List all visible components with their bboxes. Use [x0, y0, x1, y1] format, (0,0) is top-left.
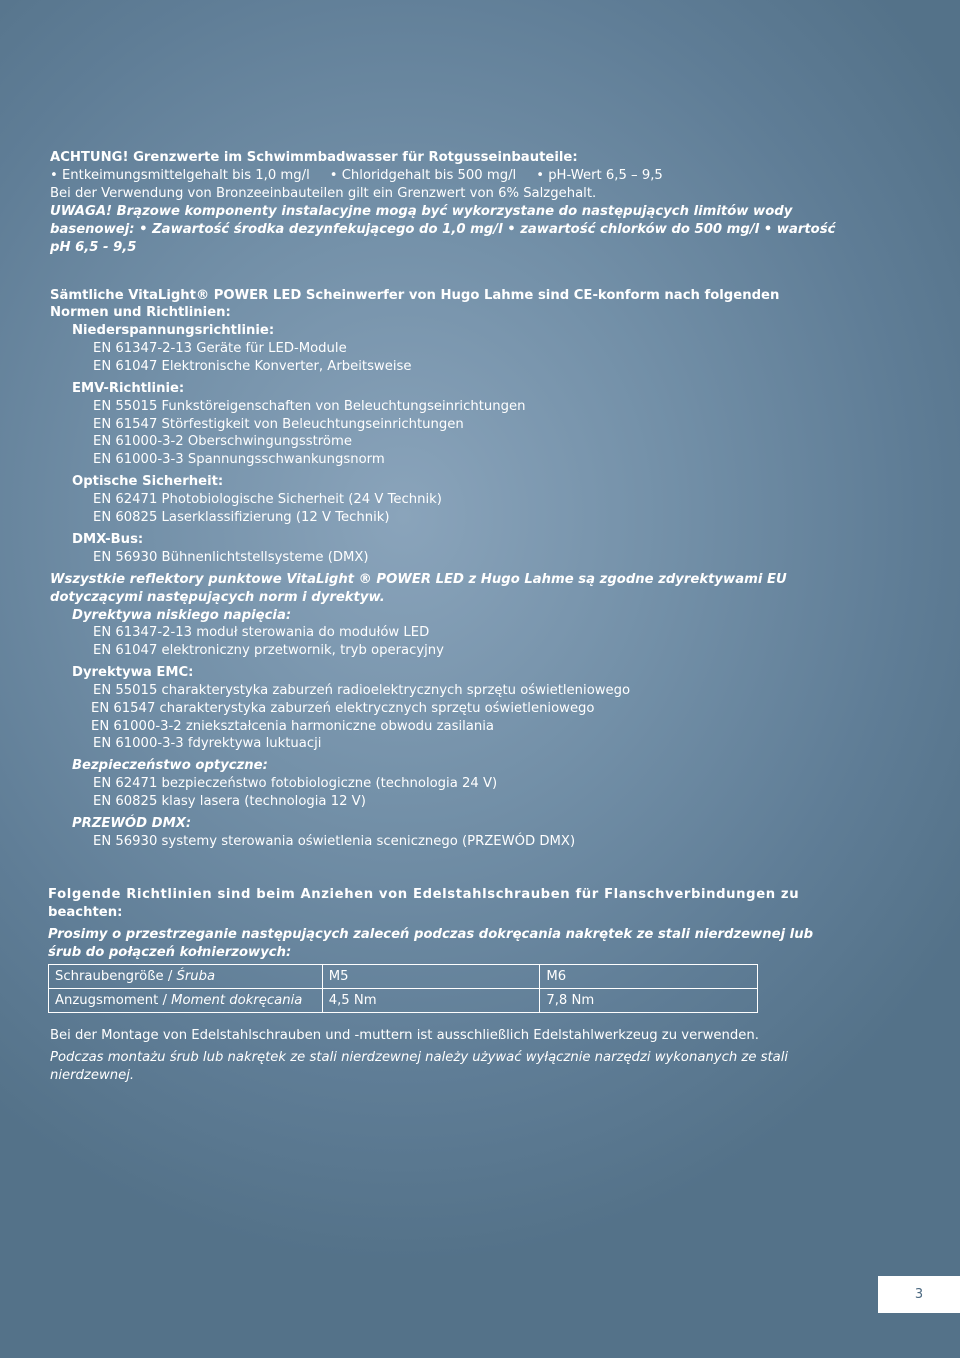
- de-standard-item: EN 62471 Photobiologische Sicherheit (24 V Technik): [93, 492, 442, 507]
- de-tool-note: Bei der Montage von Edelstahlschrauben und -muttern ist ausschließlich Edelstahlwerkzeug zu verwenden.: [50, 1028, 759, 1043]
- pl-tool-note: nierdzewnej.: [50, 1068, 135, 1083]
- table-cell-label: [49, 989, 323, 1013]
- pl-dmx-heading: PRZEWÓD DMX:: [72, 816, 192, 831]
- table-cell-m5: 4,5 Nm: [322, 989, 540, 1013]
- de-warning-item: • pH-Wert 6,5 – 9,5: [536, 168, 663, 183]
- pl-screws-heading: Prosimy o przestrzeganie następujących zaleceń podczas dokręcania nakrętek ze stali nierdzewnej lub: [48, 927, 814, 942]
- label-pl: Moment dokręcania: [171, 993, 303, 1008]
- page-number: 3: [878, 1276, 960, 1313]
- pl-ce-intro: dotyczącymi następujących norm i dyrektyw.: [50, 590, 385, 605]
- pl-warning-line: pH 6,5 - 9,5: [50, 240, 137, 255]
- de-warning-item: • Chloridgehalt bis 500 mg/l: [329, 168, 517, 183]
- de-warning-items: [50, 167, 663, 185]
- label-de: Schraubengröße /: [55, 969, 177, 984]
- de-screws-heading: beachten:: [48, 905, 123, 920]
- de-dmx-heading: DMX-Bus:: [72, 532, 144, 547]
- pl-warning-line: basenowej: • Zawartość środka dezynfekującego do 1,0 mg/l • zawartość chlorków do 500 mg/l • wartość: [50, 222, 836, 237]
- table-cell-m6: 7,8 Nm: [540, 989, 758, 1013]
- de-screws-heading: Folgende Richtlinien sind beim Anziehen von Edelstahlschrauben für Flanschverbindungen zu: [48, 887, 800, 902]
- pl-optical-heading: Bezpieczeństwo optyczne:: [72, 758, 268, 773]
- pl-standard-item: EN 55015 charakterystyka zaburzeń radioelektrycznych sprzętu oświetleniowego: [93, 683, 631, 698]
- de-warning-note: Bei der Verwendung von Bronzeeinbauteilen gilt ein Grenzwert von 6% Salzgehalt.: [50, 186, 597, 201]
- table-cell-label: [49, 965, 323, 989]
- pl-screws-heading: śrub do połączeń kołnierzowych:: [48, 945, 292, 960]
- pl-standard-item: EN 61000-3-3 fdyrektywa luktuacji: [93, 736, 322, 751]
- table-cell-m6: M6: [540, 965, 758, 989]
- table-cell-m5: M5: [322, 965, 540, 989]
- de-standard-item: EN 60825 Laserklassifizierung (12 V Technik): [93, 510, 390, 525]
- pl-standard-item: EN 60825 klasy lasera (technologia 12 V): [93, 794, 366, 809]
- de-standard-item: EN 61547 Störfestigkeit von Beleuchtungseinrichtungen: [93, 417, 464, 432]
- pl-ce-intro: Wszystkie reflektory punktowe VitaLight ® POWER LED z Hugo Lahme są zgodne zdyrektywami EU: [50, 572, 787, 587]
- de-standard-item: EN 61047 Elektronische Konverter, Arbeitsweise: [93, 359, 412, 374]
- de-standard-item: EN 61347-2-13 Geräte für LED-Module: [93, 341, 347, 356]
- label-pl: Śruba: [176, 969, 216, 984]
- table-row: [49, 965, 758, 989]
- de-ce-intro: Sämtliche VitaLight® POWER LED Scheinwerfer von Hugo Lahme sind CE-konform nach folgenden: [50, 288, 780, 303]
- de-optical-heading: Optische Sicherheit:: [72, 474, 224, 489]
- pl-tool-note: Podczas montażu śrub lub nakrętek ze stali nierdzewnej należy używać wyłącznie narzędzi wykonanych ze stali: [50, 1050, 789, 1065]
- pl-standard-item: EN 56930 systemy sterowania oświetlenia scenicznego (PRZEWÓD DMX): [93, 834, 576, 849]
- de-standard-item: EN 61000-3-3 Spannungsschwankungsnorm: [93, 452, 385, 467]
- de-low-voltage-heading: Niederspannungsrichtlinie:: [72, 323, 275, 338]
- de-warning-title: ACHTUNG! Grenzwerte im Schwimmbadwasser für Rotgusseinbauteile:: [50, 150, 578, 165]
- table-row: [49, 989, 758, 1013]
- pl-standard-item: EN 62471 bezpieczeństwo fotobiologiczne (technologia 24 V): [93, 776, 498, 791]
- pl-standard-item: EN 61047 elektroniczny przetwornik, tryb operacyjny: [93, 643, 444, 658]
- de-emv-heading: EMV-Richtlinie:: [72, 381, 185, 396]
- torque-table: [48, 964, 758, 1013]
- pl-standard-item: EN 61347-2-13 moduł sterowania do modułów LED: [93, 625, 430, 640]
- pl-low-voltage-heading: Dyrektywa niskiego napięcia:: [72, 608, 292, 623]
- de-ce-intro: Normen und Richtlinien:: [50, 305, 231, 320]
- pl-warning-line: UWAGA! Brązowe komponenty instalacyjne mogą być wykorzystane do następujących limitów wody: [50, 204, 793, 219]
- pl-standard-item: EN 61547 charakterystyka zaburzeń elektrycznych sprzętu oświetleniowego: [91, 701, 595, 716]
- pl-standard-item: EN 61000-3-2 zniekształcenia harmoniczne obwodu zasilania: [91, 719, 494, 734]
- label-de: Anzugsmoment /: [55, 993, 172, 1008]
- pl-emc-heading: Dyrektywa EMC:: [72, 665, 194, 680]
- de-warning-item: • Entkeimungsmittelgehalt bis 1,0 mg/l: [50, 168, 310, 183]
- de-standard-item: EN 56930 Bühnenlichtstellsysteme (DMX): [93, 550, 369, 565]
- de-standard-item: EN 55015 Funkstöreigenschaften von Beleuchtungseinrichtungen: [93, 399, 526, 414]
- de-standard-item: EN 61000-3-2 Oberschwingungsströme: [93, 434, 352, 449]
